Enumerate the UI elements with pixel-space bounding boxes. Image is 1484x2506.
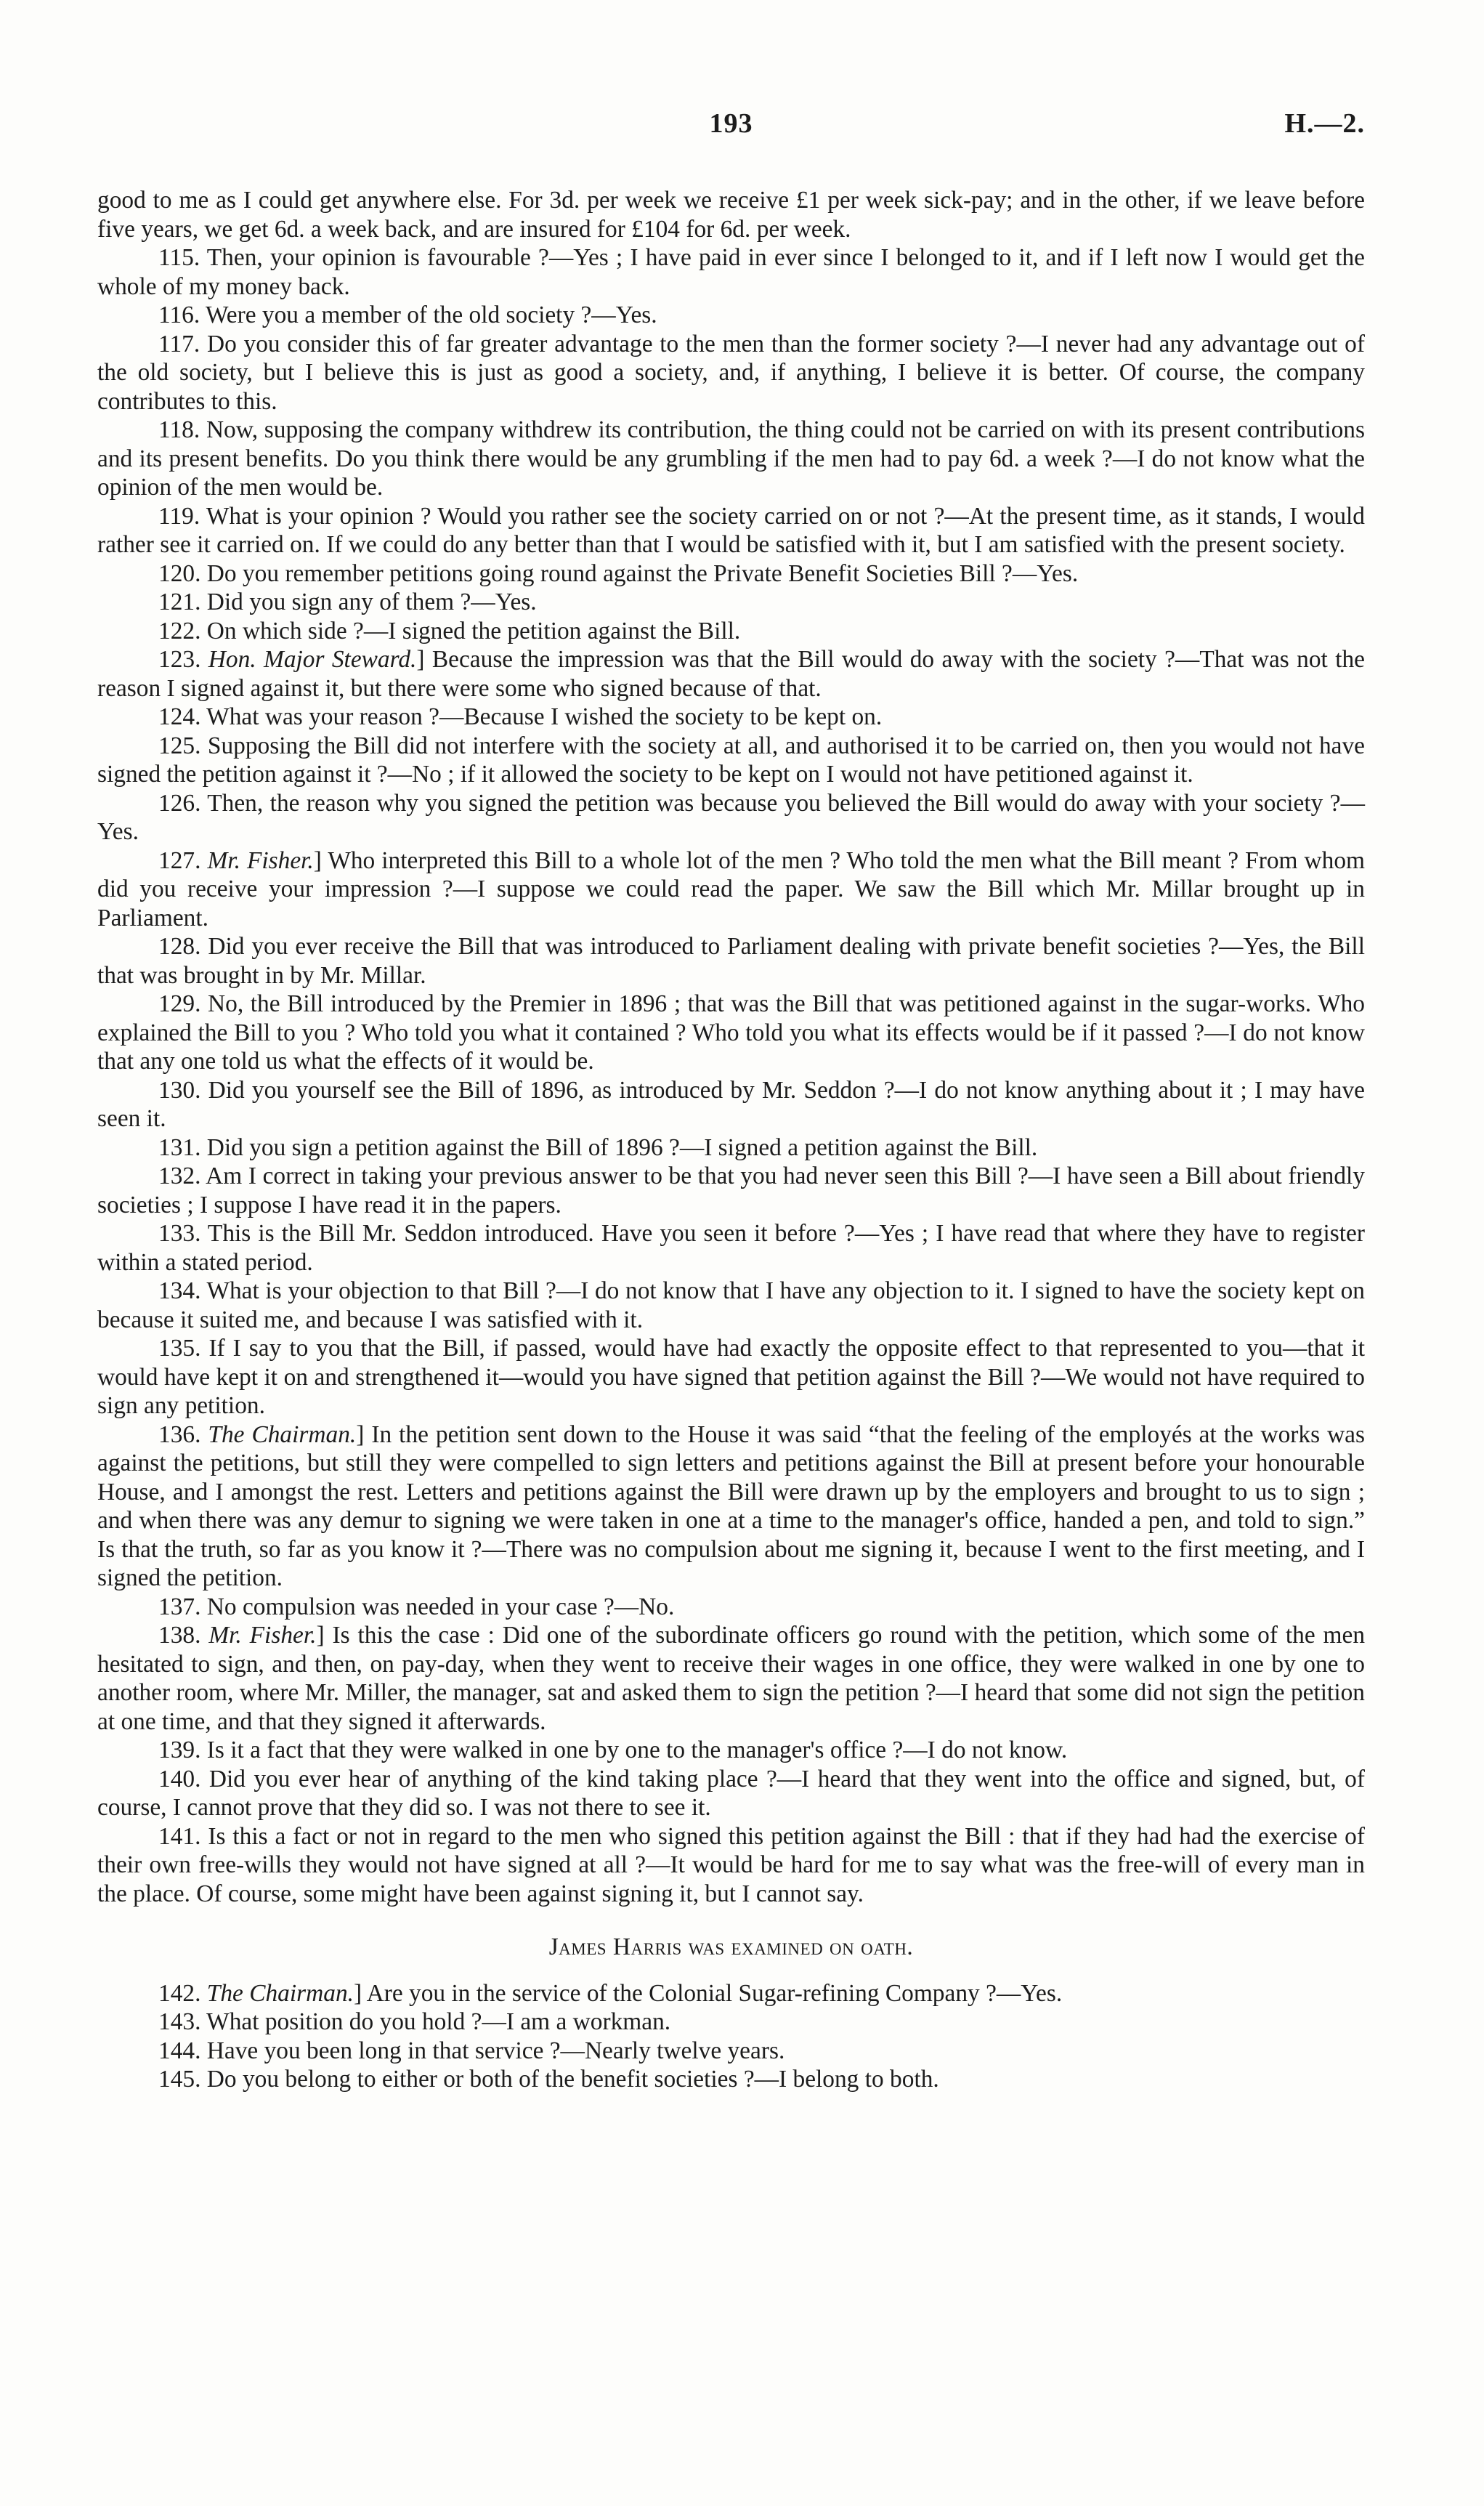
question-paragraph (97, 1621, 1365, 1736)
continuation-paragraph: good to me as I could get anywhere else. For 3d. per week we receive £1 per week sick-pay; and in the other, if we leave before five years, we get 6d. a week back, and are insured for £104 for 6d. per week. (97, 187, 1365, 243)
question-number: 136. (158, 1420, 208, 1448)
question-paragraph: 128. Did you ever receive the Bill that was introduced to Parliament dealing with private benefit societies ?—Yes, the Bill that was brought in by Mr. Millar. (97, 933, 1365, 989)
speaker-name: The Chairman. (206, 1979, 354, 2007)
body-text (97, 186, 1365, 2094)
questions-list (97, 243, 1365, 1908)
question-paragraph (97, 1420, 1365, 1593)
question-paragraph (97, 645, 1365, 703)
question-text: ] In the petition sent down to the House it was said “that the feeling of the employés at the works was against the petitions, but still they were compelled to sign letters and petitions against the Bill at present before your honourable House, and I amongst the rest. Letters and petitions against the Bill were drawn up by the employers and brought to us to sign ; and when there was any demur to signing we were taken in one at a time to the manager's office, handed a pen, and told to sign.” Is that the truth, so far as you know it ?—There was no compulsion about me signing it, because I went to the first meeting, and I signed the petition. (97, 1420, 1366, 1591)
speaker-name: The Chairman. (208, 1420, 357, 1448)
question-paragraph: 141. Is this a fact or not in regard to the men who signed this petition against the Bill : that if they had had the exercise of their own free-wills they would not have signed at all ?—It would be hard for me to say what was the free-will of every man in the place. Of course, some might have been against signing it, but I cannot say. (97, 1822, 1365, 1907)
document-reference: H.—2. (1284, 108, 1365, 139)
page-number: 193 (709, 108, 753, 139)
question-paragraph: 120. Do you remember petitions going round against the Private Benefit Societies Bill ?—Yes. (158, 559, 1079, 587)
question-paragraph: 119. What is your opinion ? Would you rather see the society carried on or not ?—At the present time, as it stands, I would rather see it carried on. If we could do any better than that I would be satisfied with it, but I am satisfied with the present society. (97, 502, 1365, 558)
question-paragraph: 145. Do you belong to either or both of the benefit societies ?—I belong to both. (158, 2066, 939, 2093)
question-paragraph: 116. Were you a member of the old society ?—Yes. (158, 302, 657, 328)
question-text: ] Because the impression was that the Bill would do away with the society ?—That was not the reason I signed against it, but there were some who signed because of that. (97, 646, 1365, 702)
question-paragraph (97, 846, 1365, 933)
question-paragraph: 129. No, the Bill introduced by the Premier in 1896 ; that was the Bill that was petitioned against in the sugar-works. Who explained the Bill to you ? Who told you what it contained ? Who told you what its effects would be if it passed ?—I do not know that any one told us what the effects of it would be. (97, 990, 1365, 1075)
question-text: ] Is this the case : Did one of the subordinate officers go round with the petition, which some of the men hesitated to sign, and then, on pay-day, when they went to receive their wages in one office, they were walked in one by one to another room, where Mr. Miller, the manager, sat and asked them to sign the petition ?—I heard that some did not sign the petition at one time, and that they signed it afterwards. (97, 1622, 1366, 1735)
question-paragraph: 130. Did you yourself see the Bill of 1896, as introduced by Mr. Seddon ?—I do not know anything about it ; I may have seen it. (97, 1076, 1365, 1132)
speaker-name: Mr. Fisher. (208, 1622, 317, 1649)
question-paragraph: 126. Then, the reason why you signed the petition was because you believed the Bill would do away with your society ?—Yes. (97, 789, 1365, 845)
question-paragraph: 125. Supposing the Bill did not interfere with the society at all, and authorised it to be carried on, then you would not have signed the petition against it ?—No ; if it allowed the society to be kept on I would not have petitioned against it. (97, 732, 1365, 788)
question-paragraph: 132. Am I correct in taking your previous answer to be that you had never seen this Bill ?—I have seen a Bill about friendly societies ; I suppose I have read it in the papers. (97, 1163, 1365, 1218)
question-paragraph: 137. No compulsion was needed in your case ?—No. (158, 1593, 675, 1620)
question-paragraph: 115. Then, your opinion is favourable ?—Yes ; I have paid in ever since I belonged to it, and if I left now I would get the whole of my money back. (97, 244, 1365, 300)
witness-heading: James Harris was examined on oath. (548, 1933, 914, 1960)
question-paragraph: 117. Do you consider this of far greater advantage to the men than the former society ?—I never had any advantage out of the old society, but I believe this is just as good a society, and, if anything, I believe it is better. Of course, the company contributes to this. (97, 330, 1365, 415)
question-paragraph (97, 1979, 1365, 2008)
question-paragraph: 121. Did you sign any of them ?—Yes. (158, 589, 537, 615)
speaker-name: Mr. Fisher. (207, 846, 314, 874)
question-paragraph: 134. What is your objection to that Bill ?—I do not know that I have any objection to it. I signed to have the society kept on because it suited me, and because I was satisfied with it. (97, 1277, 1365, 1333)
question-paragraph: 122. On which side ?—I signed the petition against the Bill. (158, 617, 741, 644)
question-paragraph: 144. Have you been long in that service ?—Nearly twelve years. (158, 2037, 785, 2064)
question-text: ] Are you in the service of the Colonial Sugar-refining Company ?—Yes. (354, 1979, 1063, 2007)
question-paragraph: 124. What was your reason ?—Because I wished the society to be kept on. (158, 703, 883, 730)
question-paragraph: 139. Is it a fact that they were walked in one by one to the manager's office ?—I do not know. (158, 1737, 1068, 1763)
page-header (97, 108, 1365, 151)
question-paragraph: 131. Did you sign a petition against the Bill of 1896 ?—I signed a petition against the Bill. (158, 1133, 1038, 1161)
question-number: 123. (158, 646, 208, 673)
question-paragraph: 140. Did you ever hear of anything of the kind taking place ?—I heard that they went into the office and signed, but, of course, I cannot prove that they did so. I was not there to see it. (97, 1765, 1365, 1821)
question-number: 127. (158, 846, 208, 874)
questions-list-second-witness (97, 1979, 1365, 2094)
question-number: 138. (158, 1622, 209, 1649)
question-paragraph: 133. This is the Bill Mr. Seddon introduced. Have you seen it before ?—Yes ; I have read that where they have to register within a stated period. (97, 1220, 1365, 1276)
question-text: ] Who interpreted this Bill to a whole lot of the men ? Who told the men what the Bill meant ? From whom did you receive your impression ?—I suppose we could read the paper. We saw the Bill which Mr. Millar brought up in Parliament. (97, 846, 1365, 931)
question-number: 142. (158, 1979, 207, 2007)
question-paragraph: 135. If I say to you that the Bill, if passed, would have had exactly the opposite effect to that represented to you—that it would have kept it on and strengthened it—would you have signed that petition against the Bill ?—We would not have required to sign any petition. (97, 1335, 1365, 1419)
speaker-name: Hon. Major Steward. (208, 646, 417, 673)
question-paragraph: 143. What position do you hold ?—I am a workman. (158, 2008, 671, 2035)
question-paragraph: 118. Now, supposing the company withdrew its contribution, the thing could not be carried on with its present contributions and its present benefits. Do you think there would be any grumbling if the men had to pay 6d. a week ?—I do not know what the opinion of the men would be. (97, 416, 1365, 501)
